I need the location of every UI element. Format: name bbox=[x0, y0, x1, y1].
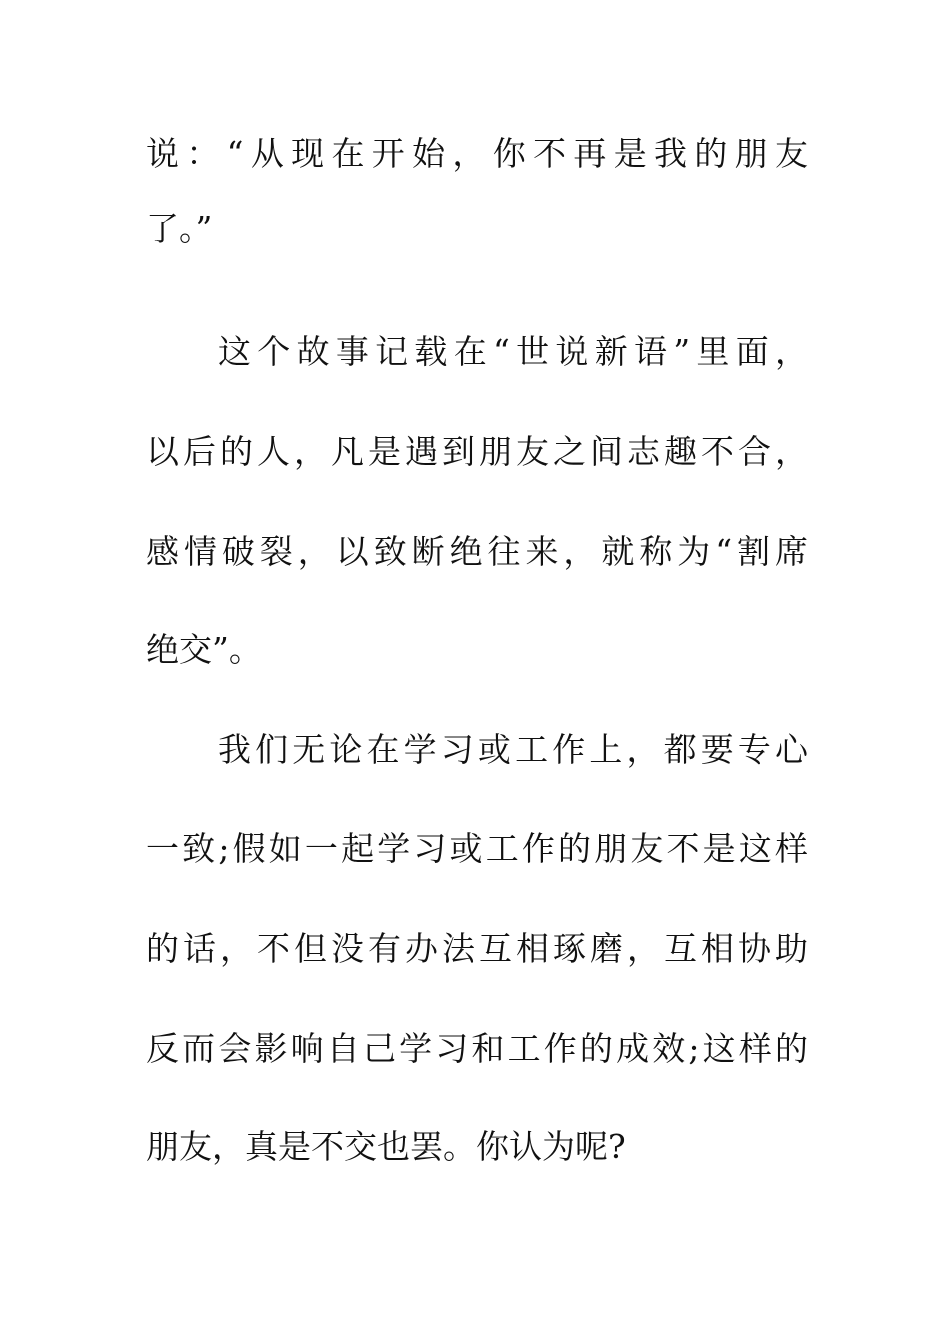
text-line: 绝交”。 bbox=[146, 630, 262, 669]
text-line: 的话，不但没有办法互相琢磨，互相协助 bbox=[146, 929, 808, 968]
text-line: 了。” bbox=[146, 209, 213, 248]
text-line: 朋友，真是不交也罢。你认为呢? bbox=[146, 1127, 626, 1166]
paragraph-first-line: 这个故事记载在“世说新语”里面， bbox=[218, 332, 808, 371]
text-line: 一致;假如一起学习或工作的朋友不是这样 bbox=[146, 829, 808, 868]
paragraph-first-line: 我们无论在学习或工作上，都要专心 bbox=[218, 730, 808, 769]
text-line: 感情破裂，以致断绝往来，就称为“割席 bbox=[146, 532, 808, 571]
text-line: 以后的人，凡是遇到朋友之间志趣不合， bbox=[146, 432, 808, 471]
text-line: 说：“从现在开始，你不再是我的朋友 bbox=[146, 134, 808, 173]
text-line: 反而会影响自己学习和工作的成效;这样的 bbox=[146, 1029, 808, 1068]
